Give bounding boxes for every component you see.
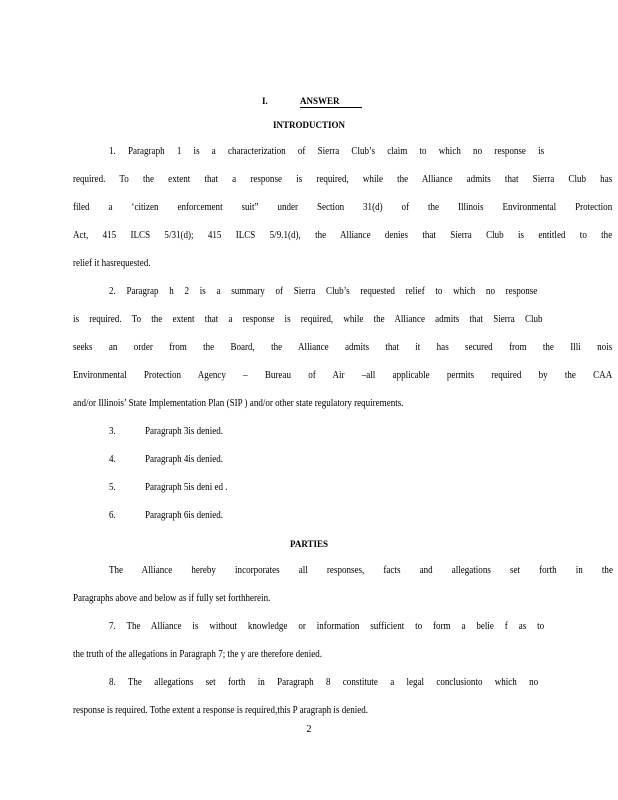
answer-heading: ANSWER	[300, 96, 362, 108]
paragraph-2-line-5: and/or Illinois’ State Implementation Plan (SIP ) and/or other state regulatory requirements.	[73, 398, 404, 409]
paragraph-1-line-1: 1. Paragraph 1 is a characterization of Sierra Club’s claim to which no response is	[109, 146, 545, 157]
introduction-heading: INTRODUCTION	[272, 120, 345, 130]
paragraph-4-text: Paragraph 4is denied.	[145, 454, 223, 465]
parties-intro-line-1: The Alliance hereby incorporates all responses, facts and allegations set forth in the	[109, 565, 613, 576]
paragraph-2-line-3: seeks an order from the Board, the Alliance admits that it has secured from the Illi nois	[73, 342, 613, 353]
paragraph-1-line-4: Act, 415 ILCS 5/31(d); 415 ILCS 5/9.1(d), the Alliance denies that Sierra Club is entitled to the	[73, 230, 613, 241]
paragraph-3-number: 3.	[109, 426, 116, 437]
paragraph-6-text: Paragraph 6is denied.	[145, 510, 223, 521]
page-number: 2	[306, 724, 312, 735]
paragraph-4-number: 4.	[109, 454, 116, 465]
paragraph-6-number: 6.	[109, 510, 116, 521]
parties-heading: PARTIES	[289, 539, 329, 549]
paragraph-1-line-3: filed a ‘citizen enforcement suit” under Section 31(d) of the Illinois Environmental Protection	[73, 202, 613, 213]
paragraph-1-line-2: required. To the extent that a response is required, while the Alliance admits that Sierra Club has	[73, 174, 613, 185]
paragraph-5-number: 5.	[109, 482, 116, 493]
parties-intro-line-2: Paragraphs above and below as if fully set forthherein.	[73, 593, 271, 604]
paragraph-7-line-1: 7. The Alliance is without knowledge or information sufficient to form a belie f as to	[109, 621, 545, 632]
paragraph-2-line-4: Environmental Protection Agency – Bureau of Air –all applicable permits required by the CAA	[73, 370, 613, 381]
paragraph-7-line-2: the truth of the allegations in Paragraph 7; the y are therefore denied.	[73, 649, 322, 660]
paragraph-5-text: Paragraph 5is deni ed .	[145, 482, 228, 493]
section-numeral: I.	[262, 96, 268, 106]
paragraph-1-line-5: relief it hasrequested.	[73, 258, 151, 269]
paragraph-2-line-2: is required. To the extent that a response is required, while the Alliance admits that Sierra Club	[73, 314, 543, 325]
paragraph-3-text: Paragraph 3is denied.	[145, 426, 223, 437]
paragraph-8-line-1: 8. The allegations set forth in Paragraph 8 constitute a legal conclusionto which no	[109, 677, 539, 688]
paragraph-2-line-1: 2. Paragrap h 2 is a summary of Sierra Club’s requested relief to which no response	[109, 286, 538, 297]
paragraph-8-line-2: response is required. Tothe extent a response is required,this P aragraph is denied.	[73, 705, 369, 716]
